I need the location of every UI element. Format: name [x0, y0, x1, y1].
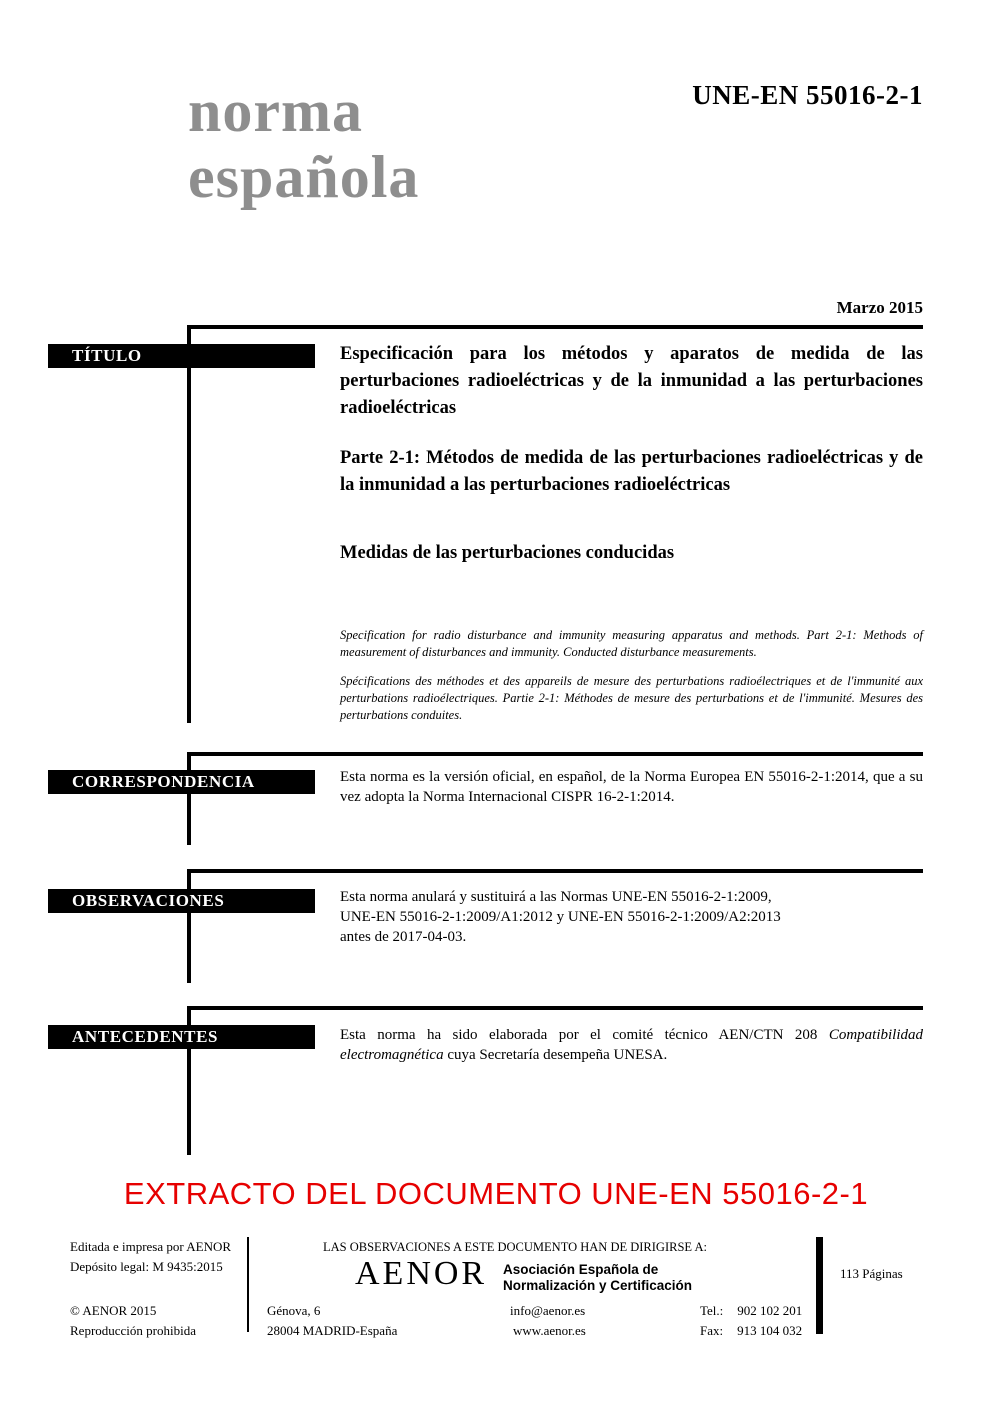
title-french-translation: Spécifications des méthodes et des appareils de mesure des perturbations radioélectriques et de l'immunité aux perturbations radioélectriques. Partie 2-1: Méthodes de mesure des perturbations et de l'immunité. Mesures des perturbations conduites. — [340, 674, 923, 722]
observaciones-text — [340, 887, 923, 947]
tel-label: Tel.: — [700, 1303, 724, 1318]
aenor-logo: AENOR — [355, 1255, 488, 1292]
rule-correspondencia — [187, 752, 923, 756]
copyright-line: © AENOR 2015 — [70, 1303, 157, 1318]
antecedentes-text — [340, 1025, 923, 1065]
footer-address — [267, 1301, 397, 1341]
footer-divider-thick — [816, 1237, 823, 1334]
tel-value: 902 102 201 — [737, 1303, 803, 1318]
vline-correspondencia — [187, 752, 191, 845]
brand-line-1: norma — [188, 78, 363, 144]
observaciones-line-2: UNE-EN 55016-2-1:2009/A1:2012 y UNE-EN 55016-2-1:2009/A2:2013 — [340, 909, 781, 925]
brand-wordmark — [188, 78, 419, 210]
legal-deposit-line: Depósito legal: M 9435:2015 — [70, 1259, 223, 1274]
footer-divider-thin — [247, 1237, 249, 1332]
title-paragraph-1: Especificación para los métodos y aparatos de medida de las perturbaciones radioeléctricas y de la inmunidad a las perturbaciones radioeléctricas — [340, 344, 923, 418]
rule-antecedentes — [187, 1006, 923, 1010]
aenor-name-line-1: Asociación Española de — [503, 1262, 659, 1277]
issue-date: Marzo 2015 — [836, 298, 923, 317]
fax-label: Fax: — [700, 1323, 724, 1338]
footer-telfax — [700, 1301, 802, 1341]
brand-line-2: española — [188, 144, 420, 210]
document-number: UNE-EN 55016-2-1 — [692, 80, 923, 110]
correspondencia-text: Esta norma es la versión oficial, en español, de la Norma Europea EN 55016-2-1:2014, que a su vez adopta la Norma Internacional CISPR 16-2-1:2014. — [340, 769, 923, 805]
section-label-correspondencia: CORRESPONDENCIA — [48, 770, 315, 794]
title-paragraph-2: Parte 2-1: Métodos de medida de las perturbaciones radioeléctricas y de la inmunidad a las perturbaciones radioeléctricas — [340, 448, 923, 495]
title-paragraph-3: Medidas de las perturbaciones conducidas — [340, 543, 675, 563]
rule-observaciones — [187, 869, 923, 873]
extracto-banner: EXTRACTO DEL DOCUMENTO UNE-EN 55016-2-1 — [123, 1176, 869, 1211]
printed-by-line: Editada e impresa por AENOR — [70, 1239, 232, 1254]
antecedentes-text-before: Esta norma ha sido elaborada por el comité técnico AEN/CTN 208 — [340, 1027, 829, 1043]
observaciones-line-3: antes de 2017-04-03. — [340, 929, 467, 945]
footer-printed-by — [70, 1237, 231, 1277]
rule-titulo — [187, 325, 923, 329]
section-label-antecedentes: ANTECEDENTES — [48, 1025, 315, 1049]
observaciones-line-1: Esta norma anulará y sustituirá a las Normas UNE-EN 55016-2-1:2009, — [340, 889, 772, 905]
vline-titulo — [187, 325, 191, 723]
antecedentes-text-after: cuya Secretaría desempeña UNESA. — [443, 1047, 668, 1063]
page-count: 113 Páginas — [840, 1266, 903, 1281]
address-line-1: Génova, 6 — [267, 1303, 321, 1318]
vline-observaciones — [187, 869, 191, 983]
address-line-2: 28004 MADRID-España — [267, 1323, 398, 1338]
email-text: info@aenor.es — [510, 1303, 586, 1318]
aenor-full-name — [503, 1262, 692, 1294]
antecedentes-committee-name: Compatibilidad electromagnética — [340, 1027, 923, 1063]
reproduction-line: Reproducción prohibida — [70, 1323, 196, 1338]
section-label-titulo: TÍTULO — [48, 344, 315, 368]
title-english-translation: Specification for radio disturbance and immunity measuring apparatus and methods. Part 2-1: Methods of measurement of disturbances and immunity. Conducted disturbance measurements. — [340, 628, 923, 659]
fax-value: 913 104 032 — [737, 1323, 803, 1338]
footer-copyright — [70, 1301, 196, 1341]
aenor-name-line-2: Normalización y Certificación — [503, 1278, 693, 1293]
footer-observations-notice: LAS OBSERVACIONES A ESTE DOCUMENTO HAN DE DIRIGIRSE A: — [323, 1240, 707, 1254]
website-text: www.aenor.es — [513, 1323, 586, 1338]
section-label-observaciones: OBSERVACIONES — [48, 889, 315, 913]
footer-contact-web — [510, 1301, 586, 1341]
